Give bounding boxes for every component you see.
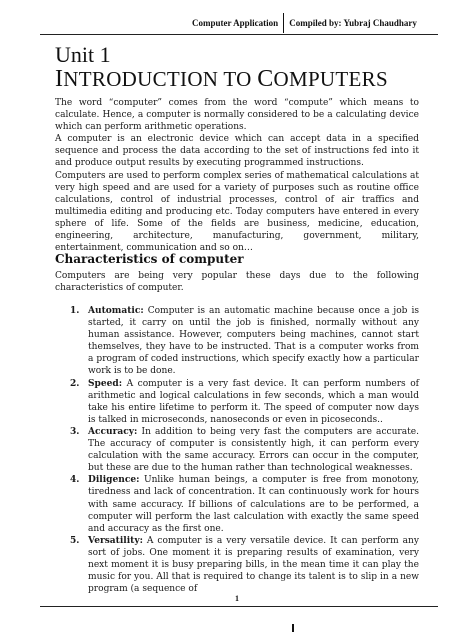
header-course-title: Computer Application: [192, 18, 279, 28]
list-item-text: In addition to being very fast the computers are accurate. The accuracy of computer is consistently high, it can perform every calculation with the same accuracy. Errors can occur in the computer, but these are due to the human rather than technological weaknesses.: [88, 426, 419, 474]
section-intro: Computers are being very popular these days due to the following characteristics of computer.: [55, 271, 419, 294]
list-item-text: Unlike human beings, a computer is free from monotony, tiredness and lack of concentration. It can continuously work for hours with same accuracy. If billions of calculations are to be performed, a computer will perform the last calculation with exactly the same speed and accuracy as the first one.: [88, 475, 419, 534]
list-item-text: A computer is a very versatile device. It can perform any sort of jobs. One moment it is preparing results of examination, very next moment it is busy preparing bills, in the mean time it can play the music for you. All that is required to change its talent is to slip in a new program (a sequence of: [88, 535, 419, 595]
intro-paragraph-2: A computer is an electronic device which can accept data in a specified sequence and process the data according to the set of instructions fed into it and produce output results by executing programmed instructions.: [55, 134, 419, 169]
characteristics-list: [70, 305, 419, 595]
list-item: [70, 378, 419, 426]
list-item-term: Speed:: [88, 378, 123, 389]
chapter-title-initial-1: I: [55, 66, 64, 92]
list-item-text: Computer is an automatic machine because once a job is started, it carry on until the job is finished, normally without any human assistance. However, computers being machines, cannot start themselves, they have to be instructed. That is a computer works from a program of coded instructions, which specify exactly how a particular work is to be done.: [88, 306, 419, 377]
intro-body: [55, 97, 419, 254]
running-header: [192, 12, 417, 34]
unit-title: Unit 1: [55, 42, 111, 67]
list-item: [70, 474, 419, 534]
page-number: 1: [235, 594, 239, 603]
list-item: [70, 426, 419, 474]
section-heading: Characteristics of computer: [55, 252, 244, 266]
page-edge-mark: [292, 624, 294, 632]
list-item-number: 5.: [70, 535, 80, 546]
chapter-title-part-1: NTRODUCTION TO: [63, 67, 258, 91]
chapter-title-part-2: OMPUTERS: [273, 67, 388, 91]
list-item-term: Versatility:: [88, 535, 143, 546]
header-compiler: Compiled by: Yubraj Chaudhary: [289, 18, 417, 28]
list-item-number: 2.: [70, 378, 80, 389]
footer-rule: [40, 606, 438, 607]
chapter-title: [55, 66, 388, 93]
list-item-number: 3.: [70, 426, 80, 437]
intro-paragraph-3: Computers are used to perform complex series of mathematical calculations at very high speed and are used for a variety of purposes such as routine office calculations, control of industrial processes, control of air traffics and multimedia editing and producing etc. Today computers have entered in every sphere of life. Some of the fields are business, medicine, education, engineering, architecture, manufacturing, government, military, entertainment, communication and so on…: [55, 170, 419, 254]
intro-paragraph-1: The word “computer” comes from the word “compute” which means to calculate. Hence, a computer is normally considered to be a calculating device which can perform arithmetic operations.: [55, 98, 419, 133]
list-item-number: 1.: [70, 306, 80, 316]
list-item: [70, 305, 419, 378]
list-item-term: Automatic:: [88, 306, 144, 316]
list-item-term: Diligence:: [88, 475, 140, 486]
list-item: [70, 535, 419, 595]
list-item-text: A computer is a very fast device. It can perform numbers of arithmetic and logical calculations in few seconds, which a man would take his entire lifetime to perform it. The speed of computer now days is talked in microseconds, nanoseconds or even in picoseconds..: [88, 378, 419, 425]
header-divider: [283, 13, 284, 33]
header-rule: [40, 34, 438, 35]
list-item-term: Accuracy:: [88, 426, 138, 437]
chapter-title-initial-2: C: [257, 66, 274, 92]
list-item-number: 4.: [70, 475, 80, 486]
